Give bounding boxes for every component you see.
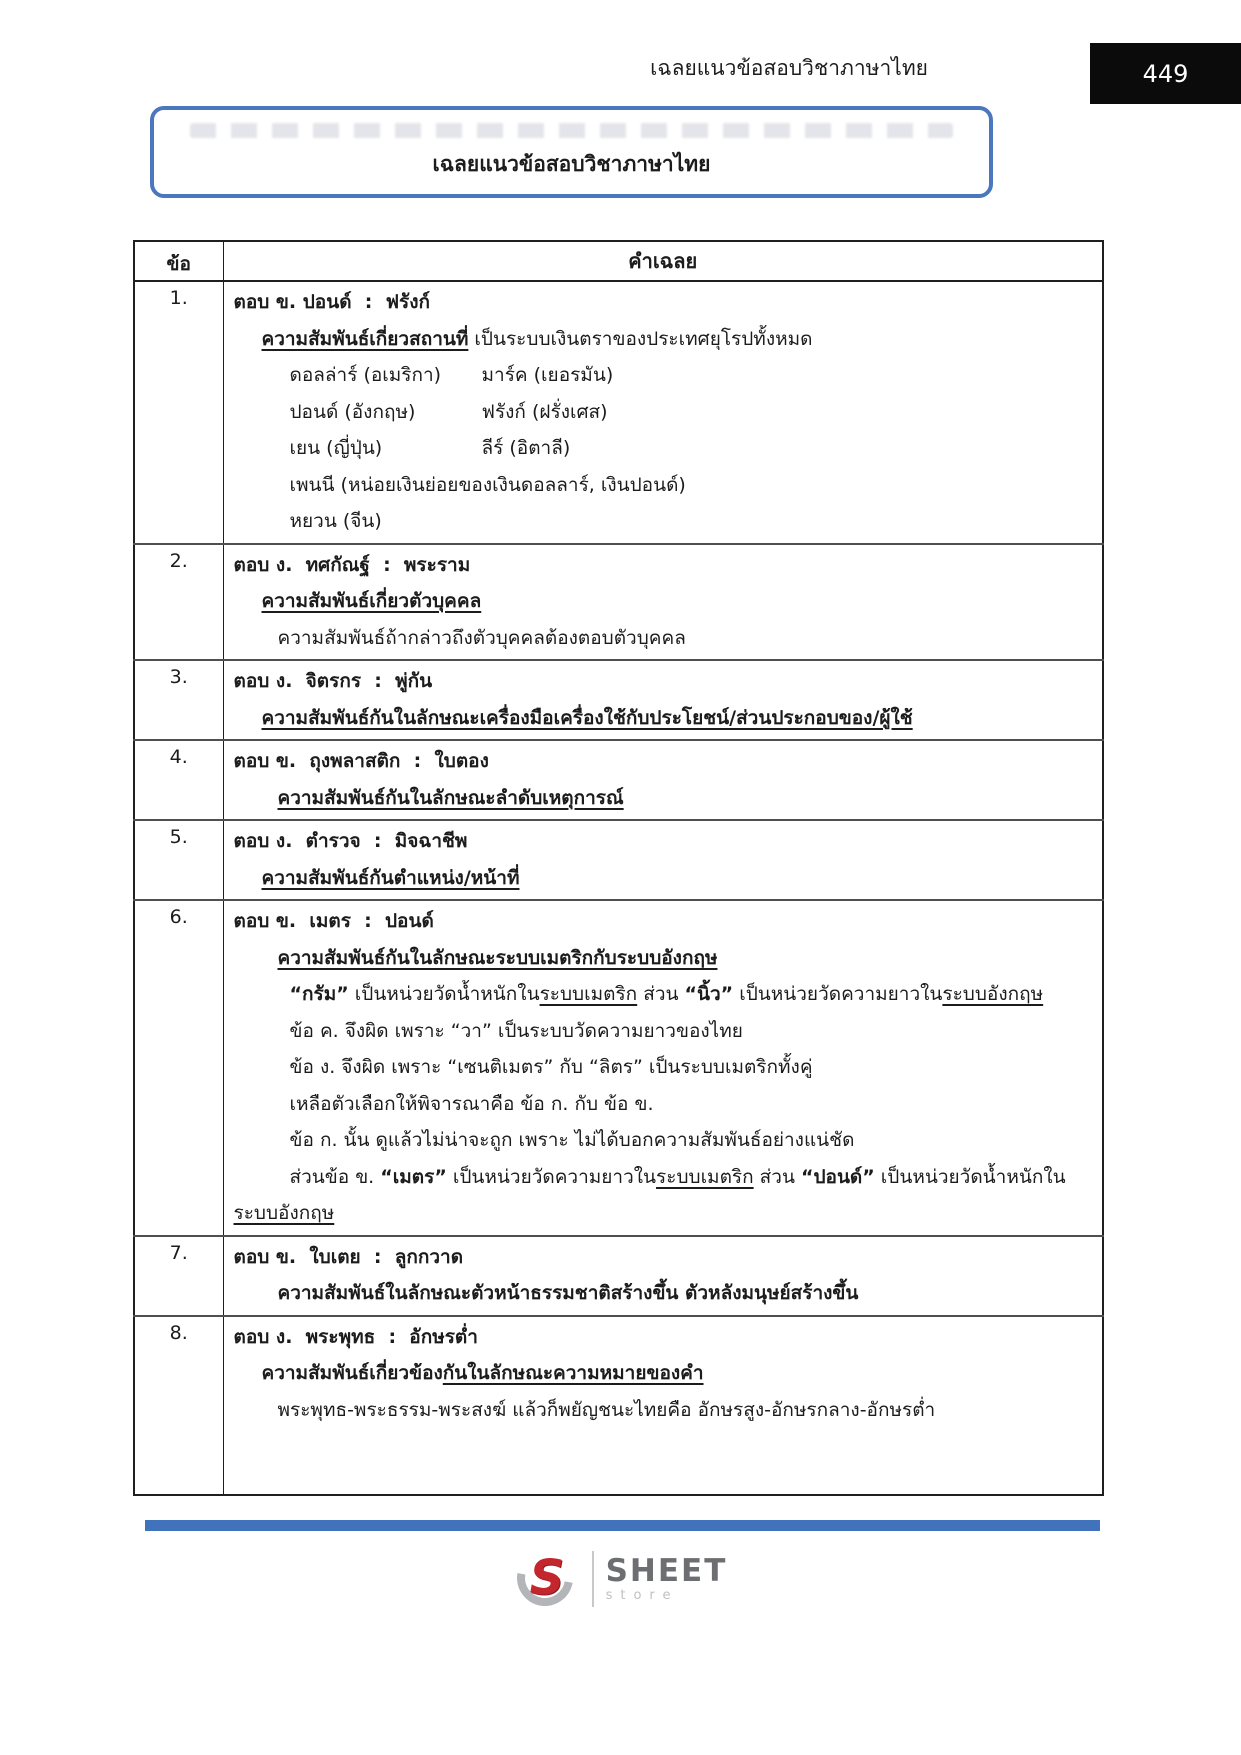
row-number: 1. (134, 281, 223, 544)
answer-line (234, 1275, 1093, 1312)
page-number: 449 (1142, 59, 1189, 88)
answer-text-segment: ความสัมพันธ์เกี่ยวสถานที่ (261, 327, 469, 350)
row-number: 8. (134, 1316, 223, 1496)
answer-text-segment: ตอบ ข. เมตร : ปอนด์ (233, 910, 434, 932)
answer-text-segment: ระบบอังกฤษ (942, 983, 1044, 1005)
answer-table-body (134, 281, 1103, 1495)
answer-cell (223, 281, 1103, 544)
answer-text-segment: ความสัมพันธ์เกี่ยวข้อง (261, 1362, 443, 1384)
answer-text-segment: ฟรังก์ (ฝรั่งเศส) (481, 400, 608, 423)
answer-text-segment: ข้อ ง. จึงผิด เพราะ “เซนติเมตร” กับ “ลิตร” เป็นระบบเมตริกทั้งคู่ (289, 1056, 813, 1078)
answer-text-segment: เป็นหน่วยวัดความยาวใน (446, 1165, 657, 1188)
answer-line (234, 1355, 1093, 1392)
answer-line (234, 1049, 1093, 1086)
answer-text-segment: เป็นหน่วยวัดความยาวใน (733, 983, 943, 1005)
answer-cell (223, 1316, 1103, 1496)
answer-line (234, 357, 1093, 394)
table-row (134, 281, 1103, 544)
answer-text-segment: ตอบ ง. พระพุทธ : อักษรต่ำ (233, 1325, 478, 1348)
answer-cell (223, 1236, 1103, 1316)
page-header (0, 0, 1241, 106)
answer-line (234, 430, 1093, 467)
table-row (134, 900, 1103, 1236)
answer-cell (223, 900, 1103, 1236)
row-number: 7. (134, 1236, 223, 1316)
answer-line (234, 940, 1093, 977)
answer-text-segment: ส่วน (637, 983, 685, 1005)
answer-text-segment: ระบบเมตริก (656, 1165, 754, 1188)
answer-text-segment: มาร์ค (เยอรมัน) (481, 364, 614, 386)
answer-text-segment: เป็นหน่วยวัดน้ำหนักใน (874, 1165, 1066, 1188)
logo-text: SHEET (605, 1553, 728, 1589)
row-number: 4. (134, 740, 223, 820)
answer-text-segment: ความสัมพันธ์กันในลักษณะระบบเมตริกกับระบบอังกฤษ (277, 946, 718, 969)
logo-subtext: store (605, 1588, 679, 1603)
table-header-answer: คำเฉลย (223, 241, 1103, 281)
page-number-box (1090, 43, 1241, 104)
row-number: 2. (134, 544, 223, 661)
table-row (134, 1316, 1103, 1496)
table-row (134, 1236, 1103, 1316)
table-header-no: ข้อ (134, 241, 223, 281)
answer-line (234, 1122, 1093, 1159)
answer-text-segment: ตอบ ข. ถุงพลาสติก : ใบตอง (233, 750, 489, 772)
answer-line (234, 321, 1093, 358)
footer-divider (145, 1520, 1100, 1531)
answer-text-segment: เหลือตัวเลือกให้พิจารณาคือ ข้อ ก. กับ ข้อ ข. (289, 1092, 654, 1115)
answer-line (234, 284, 1093, 321)
answer-line (234, 1159, 1093, 1196)
table-row (134, 544, 1103, 661)
answer-line (234, 700, 1093, 737)
answer-text-segment: เพนนี (หน่อยเงินย่อยของเงินดอลลาร์, เงินปอนด์) (289, 473, 686, 496)
header-title: เฉลยแนวข้อสอบวิชาภาษาไทย (650, 56, 928, 80)
answer-text-segment: ระบบอังกฤษ (233, 1202, 335, 1224)
answer-text-segment: ปอนด์ (อังกฤษ) (289, 400, 416, 423)
answer-text-segment: ระบบเมตริก (539, 983, 638, 1005)
answer-text-segment: ความสัมพันธ์กันในลักษณะเครื่องมือเครื่องใช้กับประโยชน์/ส่วนประกอบของ/ผู้ใช้ (261, 706, 913, 729)
answer-cell (223, 740, 1103, 820)
answer-line (234, 860, 1093, 897)
answer-text-segment: ความสัมพันธ์ถ้ากล่าวถึงตัวบุคคลต้องตอบตัวบุคคล (277, 626, 686, 649)
row-number: 5. (134, 820, 223, 900)
answer-text-segment: ส่วน (753, 1165, 801, 1188)
answer-text-segment: ตอบ ง. ตำรวจ : มิจฉาชีพ (233, 830, 468, 852)
answer-text-segment: ตอบ ข. ปอนด์ : ฟรังก์ (233, 291, 431, 313)
answer-text-segment: หยวน (จีน) (289, 510, 382, 532)
answer-line (234, 1013, 1093, 1050)
answer-line (234, 823, 1093, 860)
answer-cell (223, 820, 1103, 900)
answer-cell (223, 660, 1103, 740)
answer-text-segment: กันในลักษณะความหมายของคำ (442, 1362, 704, 1384)
answer-text-segment: “ปอนด์” (800, 1165, 875, 1188)
answer-line (234, 620, 1093, 657)
answer-line (234, 1086, 1093, 1123)
answer-line (234, 503, 1093, 540)
table-row (134, 740, 1103, 820)
answer-text-segment: เป็นหน่วยวัดน้ำหนักใน (348, 983, 540, 1005)
answer-table-head (134, 241, 1103, 281)
answer-line (234, 1392, 1093, 1429)
answer-text-segment: ความสัมพันธ์เกี่ยวตัวบุคคล (261, 590, 482, 612)
answer-line (234, 976, 1093, 1013)
answer-line (234, 780, 1093, 817)
logo-letter: S (529, 1550, 565, 1606)
answer-text-segment: ข้อ ค. จึงผิด เพราะ “วา” เป็นระบบวัดความยาวของไทย (289, 1019, 743, 1042)
answer-line (234, 663, 1093, 700)
title-box (150, 106, 993, 198)
sheet-store-logo (0, 1546, 1241, 1612)
logo-s-icon (514, 1546, 580, 1612)
answer-line (234, 1319, 1093, 1356)
page-title: เฉลยแนวข้อสอบวิชาภาษาไทย (432, 152, 711, 176)
table-header-row (134, 241, 1103, 281)
watermark-strip (190, 123, 953, 138)
answer-text-segment: ตอบ ง. จิตรกร : พู่กัน (233, 670, 433, 692)
logo-words (606, 1554, 728, 1604)
table-row (134, 660, 1103, 740)
answer-text-segment: ความสัมพันธ์กันในลักษณะลำดับเหตุการณ์ (277, 786, 624, 809)
answer-text-segment: เยน (ญี่ปุ่น) (289, 437, 383, 459)
logo-divider (592, 1551, 594, 1607)
answer-line (234, 583, 1093, 620)
answer-line (234, 467, 1093, 504)
answer-line (234, 743, 1093, 780)
answer-line (234, 903, 1093, 940)
answer-text-segment: ดอลล่าร์ (อเมริกา) (289, 364, 442, 386)
answer-text-segment: “เมตร” (380, 1165, 447, 1188)
answer-text-segment: ตอบ ง. ทศกัณฐ์ : พระราม (233, 553, 471, 576)
answer-text-segment: ส่วนข้อ ข. (289, 1165, 381, 1188)
answer-cell (223, 544, 1103, 661)
answer-text-segment: เป็นระบบเงินตราของประเทศยุโรปทั้งหมด (468, 327, 813, 350)
answer-text-segment: ลีร์ (อิตาลี) (481, 437, 571, 459)
answer-text-segment: ข้อ ก. นั้น ดูแล้วไม่น่าจะถูก เพราะ ไม่ได้บอกความสัมพันธ์อย่างแน่ชัด (289, 1129, 855, 1151)
row-number: 6. (134, 900, 223, 1236)
answer-text-segment: ความสัมพันธ์กันตำแหน่ง/หน้าที่ (261, 866, 520, 889)
answer-line (234, 394, 1093, 431)
answer-line (234, 547, 1093, 584)
answer-text-segment: “นิ้ว” (684, 983, 734, 1005)
answer-text-segment: ความสัมพันธ์ในลักษณะตัวหน้าธรรมชาติสร้างขึ้น ตัวหลังมนุษย์สร้างขึ้น (277, 1282, 859, 1304)
answer-text-segment: ตอบ ข. ใบเตย : ลูกกวาด (233, 1245, 464, 1268)
row-number: 3. (134, 660, 223, 740)
answer-text-segment: พระพุทธ-พระธรรม-พระสงฆ์ แล้วก็พยัญชนะไทยคือ อักษรสูง-อักษรกลาง-อักษรต่ำ (277, 1398, 936, 1421)
answer-line (234, 1195, 1093, 1232)
answer-text-segment: “กรัม” (289, 983, 349, 1005)
answer-line (234, 1239, 1093, 1276)
table-row (134, 820, 1103, 900)
answer-table (133, 240, 1104, 1496)
